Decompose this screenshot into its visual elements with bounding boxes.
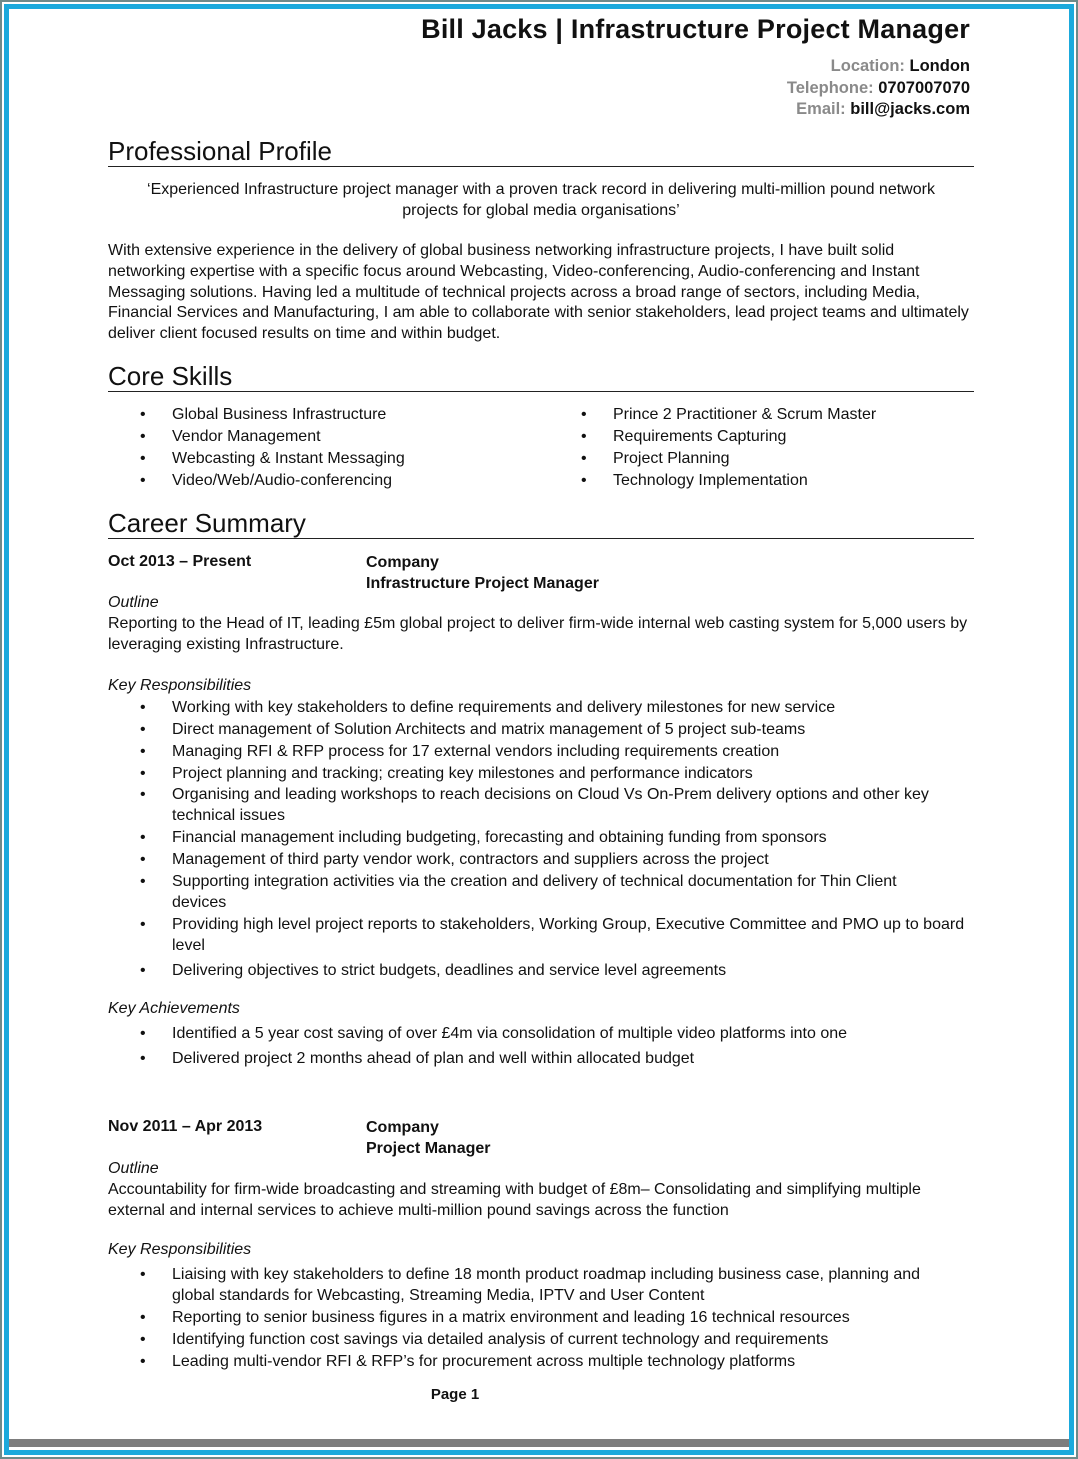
job-outline: Accountability for firm-wide broadcasting and streaming with budget of £8m– Consolidating and simplifying multiple external and internal services to achieve multi-million pound savings across the function — [108, 1181, 921, 1219]
page-title: Bill Jacks | Infrastructure Project Manager — [421, 14, 970, 44]
contact-email: Email: bill@jacks.com — [796, 100, 970, 118]
job-company: Company — [366, 554, 439, 571]
contact-telephone: Telephone: 0707007070 — [786, 78, 970, 97]
job-role: Infrastructure Project Manager — [366, 574, 599, 592]
job-role: Project Manager — [366, 1139, 491, 1157]
section-heading-career: Career Summary — [108, 508, 974, 539]
skills-column-left — [108, 404, 405, 492]
skill-item: • Webcasting & Instant Messaging — [108, 448, 405, 470]
contact-block — [787, 56, 970, 121]
list-item: • Delivered project 2 months ahead of plan and well within allocated budget — [108, 1046, 974, 1071]
page-number: Page 1 — [430, 1386, 480, 1403]
list-item: • Supporting integration activities via the creation and delivery of technical documentation for Thin Client devices — [108, 871, 974, 913]
list-item: • Working with key stakeholders to define requirements and delivery milestones for new service — [108, 697, 974, 718]
job-dates: Oct 2013 – Present — [108, 553, 252, 570]
list-item: • Management of third party vendor work, contractors and suppliers across the project — [108, 849, 974, 870]
skill-item: • Global Business Infrastructure — [108, 404, 405, 426]
skill-item: • Requirements Capturing — [549, 426, 876, 448]
job-company-role — [366, 1118, 490, 1159]
job-outline: Reporting to the Head of IT, leading £5m global project to deliver firm-wide internal web casting system for 5,000 users by leveraging existing Infrastructure. — [108, 615, 968, 653]
skill-item: • Video/Web/Audio-conferencing — [108, 470, 405, 492]
job-dates: Nov 2011 – Apr 2013 — [108, 1118, 263, 1135]
achievements-label: Key Achievements — [108, 1000, 240, 1017]
list-item: • Managing RFI & RFP process for 17 external vendors including requirements creation — [108, 741, 974, 762]
list-item: • Organising and leading workshops to reach decisions on Cloud Vs On-Prem delivery options and other key technical issues — [108, 784, 974, 826]
section-heading-skills: Core Skills — [108, 361, 974, 392]
list-item: • Identifying function cost savings via detailed analysis of current technology and requirements — [108, 1329, 974, 1350]
list-item: • Leading multi-vendor RFI & RFP’s for procurement across multiple technology platforms — [108, 1351, 974, 1372]
contact-location: Location: London — [830, 57, 970, 75]
skill-item: • Project Planning — [549, 448, 876, 470]
job-company: Company — [366, 1119, 439, 1136]
skills-column-right — [549, 404, 876, 492]
outline-label: Outline — [108, 1160, 159, 1177]
list-item: • Liaising with key stakeholders to define 18 month product roadmap including business case, planning and global standards for Webcasting, Streaming Media, IPTV and User Content — [108, 1264, 974, 1306]
section-heading-profile: Professional Profile — [108, 136, 974, 167]
list-item: • Direct management of Solution Architects and matrix management of 5 project sub-teams — [108, 719, 974, 740]
list-item: • Identified a 5 year cost saving of over £4m via consolidation of multiple video platforms into one — [108, 1021, 974, 1046]
responsibilities-list — [108, 1264, 974, 1372]
list-item: • Financial management including budgeting, forecasting and obtaining funding from sponsors — [108, 827, 974, 848]
skill-item: • Vendor Management — [108, 426, 405, 448]
responsibilities-list — [108, 697, 974, 981]
footer-bar — [9, 1439, 1069, 1447]
responsibilities-label: Key Responsibilities — [108, 1241, 252, 1258]
achievements-list — [108, 1021, 974, 1071]
list-item: • Delivering objectives to strict budgets, deadlines and service level agreements — [108, 960, 974, 981]
profile-summary: With extensive experience in the delivery of global business networking infrastructure projects, I have built solid networking expertise with a specific focus around Webcasting, Video-conferencing, Audio-conferencing and Instant Messaging solutions. Having led a multitude of technical projects across a broad range of sectors, including Media, Financial Services and Manufacturing, I am able to collaborate with senior stakeholders, lead project teams and ultimately deliver client focused results on time and within budget. — [108, 242, 969, 343]
list-item: • Reporting to senior business figures in a matrix environment and leading 16 technical resources — [108, 1307, 974, 1328]
list-item: • Project planning and tracking; creating key milestones and performance indicators — [108, 763, 974, 784]
skill-item: • Technology Implementation — [549, 470, 876, 492]
list-item: • Providing high level project reports to stakeholders, Working Group, Executive Committee and PMO up to board level — [108, 914, 974, 956]
profile-quote: ‘Experienced Infrastructure project manager with a proven track record in delivering multi-million pound network projects for global media organisations’ — [147, 181, 935, 219]
responsibilities-label: Key Responsibilities — [108, 677, 252, 694]
skill-item: • Prince 2 Practitioner & Scrum Master — [549, 404, 876, 426]
job-company-role — [366, 553, 599, 594]
outline-label: Outline — [108, 594, 159, 611]
